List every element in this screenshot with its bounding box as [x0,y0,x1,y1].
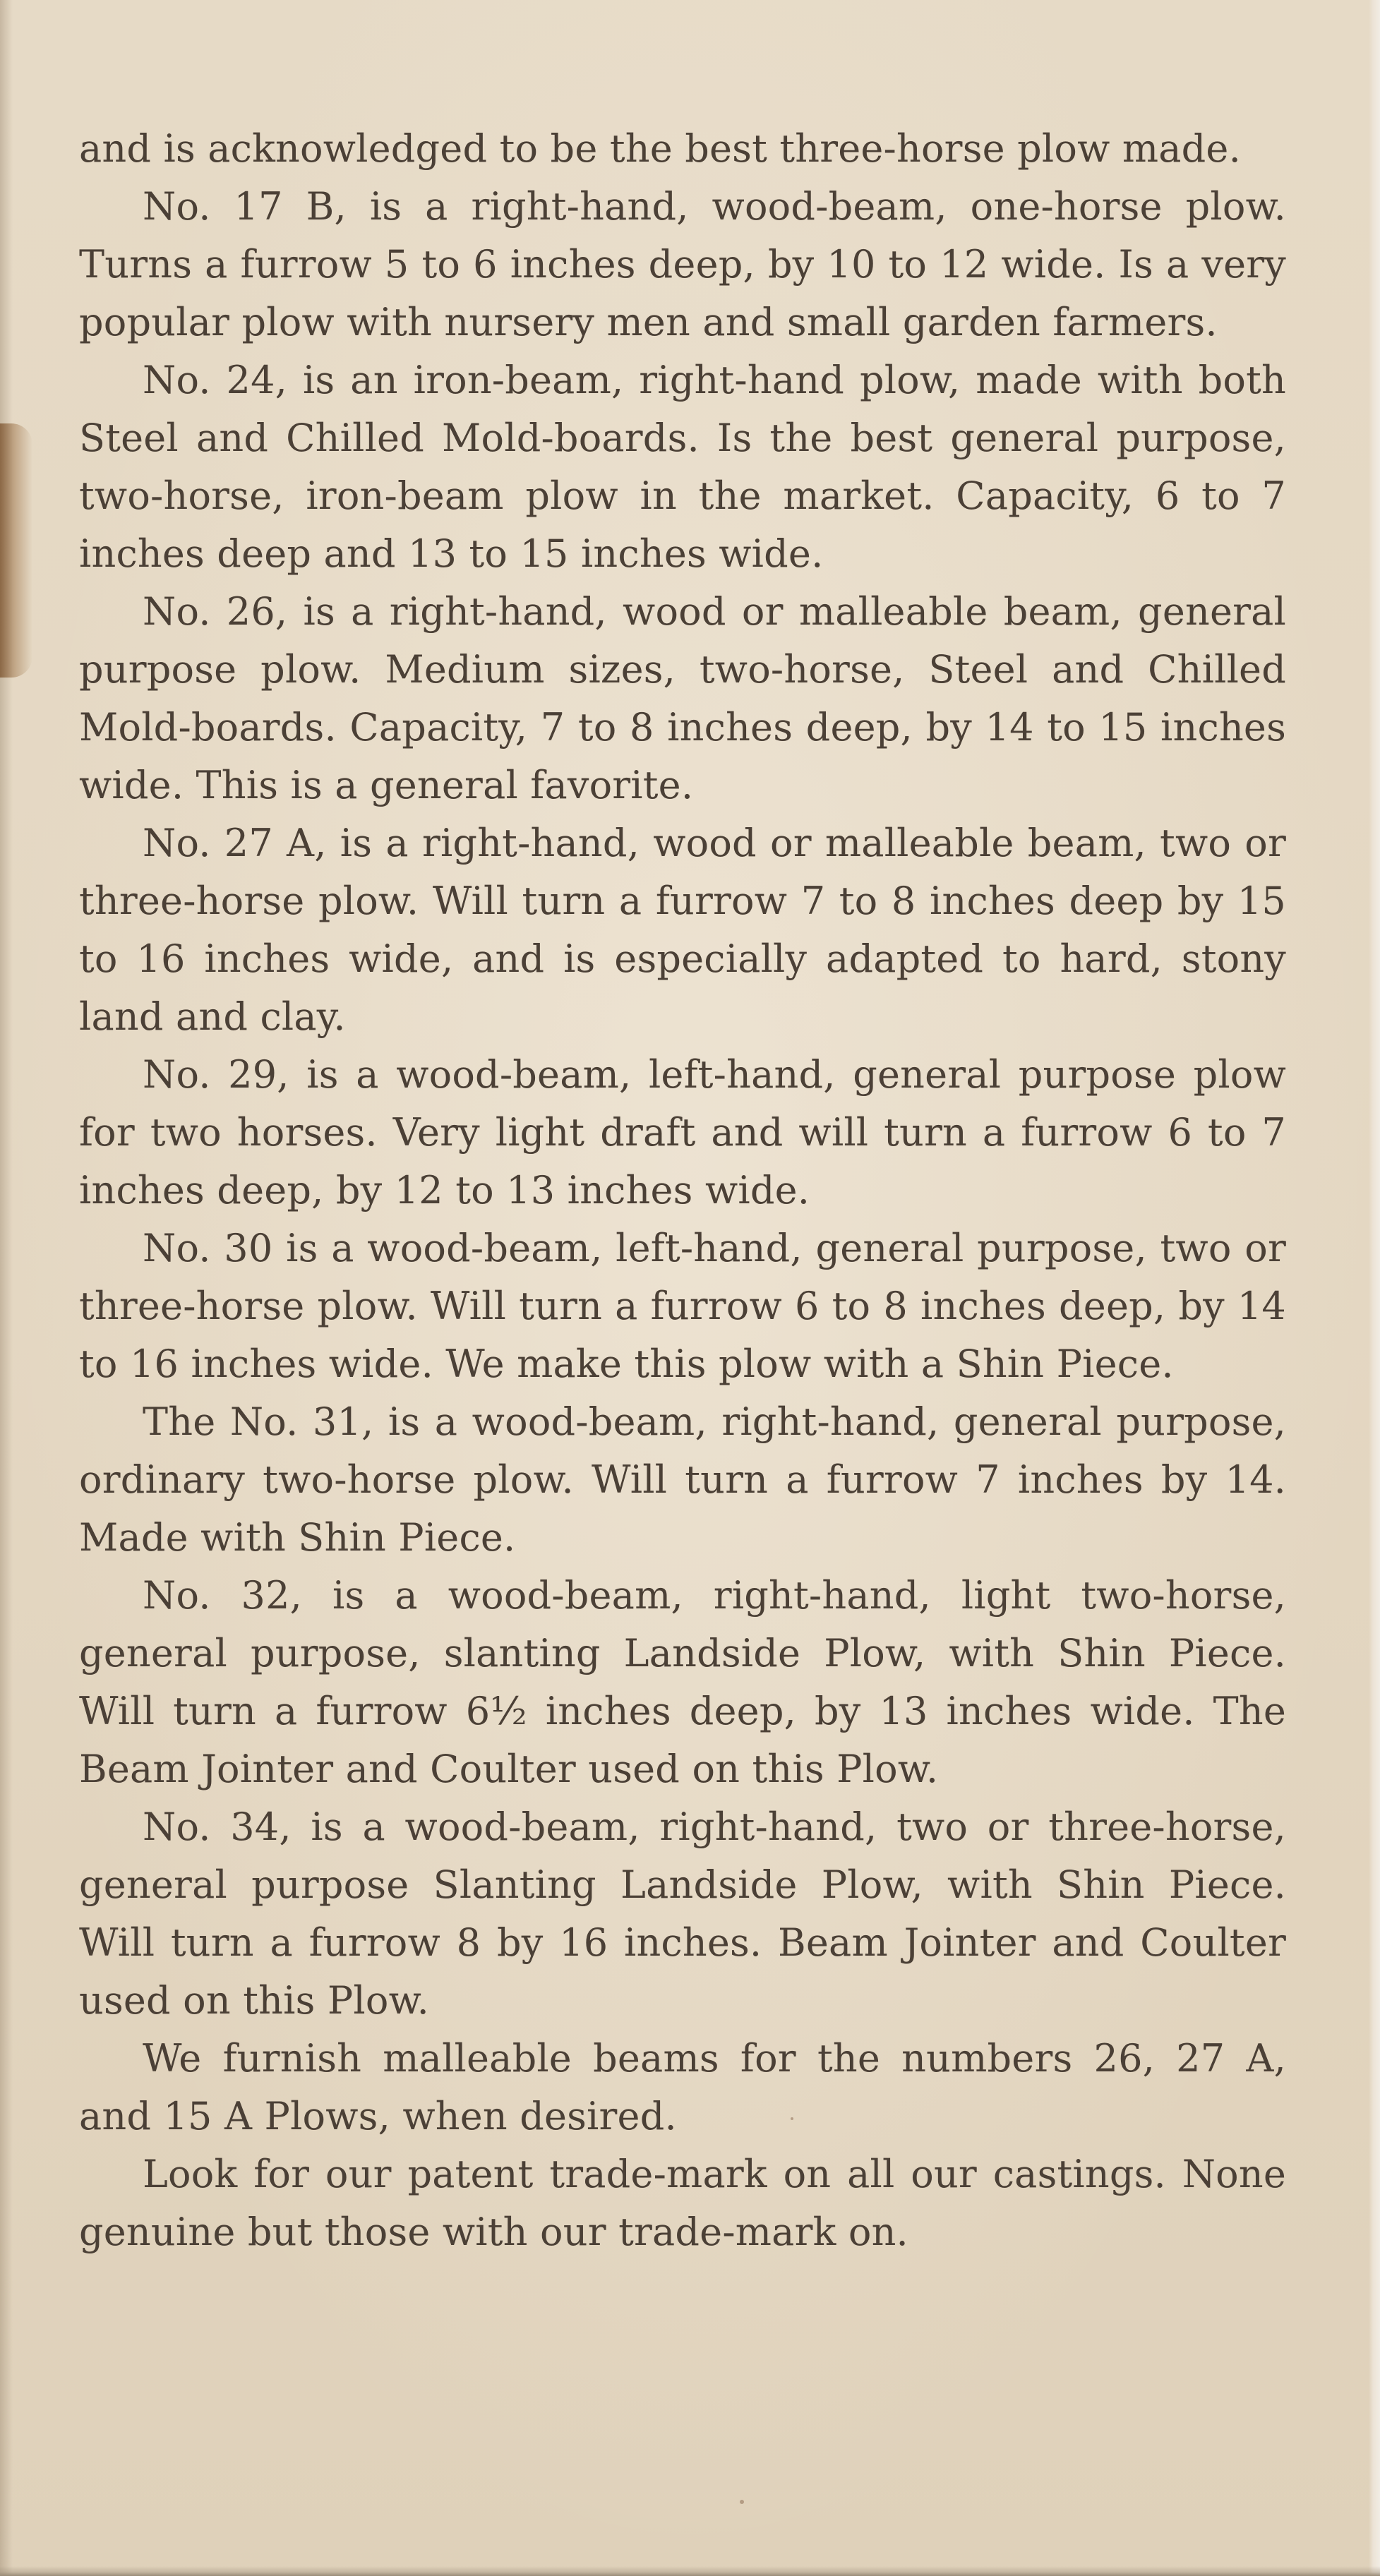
paper-speck [740,2500,744,2504]
body-text [79,120,1286,2261]
paragraph-no-32: No. 32, is a wood-beam, right-hand, light two-horse, general purpose, slanting Landside Plow, with Shin Piece. Will turn a furrow 6½ inches deep, by 13 inches wide. The Beam Jointer and Coulter used on this Plow. [79,1573,1286,1791]
paragraph-no-29: No. 29, is a wood-beam, left-hand, general purpose plow for two horses. Very light draft and will turn a furrow 6 to 7 inches deep, by 12 to 13 inches wide. [79,1052,1286,1212]
edge-stain [0,423,32,678]
paragraph-no-34: No. 34, is a wood-beam, right-hand, two or three-horse, general purpose Slanting Landside Plow, with Shin Piece. Will turn a furrow 8 by 16 inches. Beam Jointer and Coulter used on this Plow. [79,1805,1286,2023]
paragraph-no-26: No. 26, is a right-hand, wood or malleable beam, general purpose plow. Medium sizes, two-horse, Steel and Chilled Mold-boards. Capacity, 7 to 8 inches deep, by 14 to 15 inches wide. This is a general favorite. [79,589,1286,807]
paragraph-no-31: The No. 31, is a wood-beam, right-hand, general purpose, ordinary two-horse plow. Will turn a furrow 7 inches by 14. Made with Shin Piece. [79,1400,1286,1560]
paragraph-trade-mark: Look for our patent trade-mark on all our castings. None genuine but those with our trade-mark on. [79,2152,1286,2254]
page-left-shadow [0,0,13,2576]
page-right-edge [1369,0,1380,2576]
paragraph-no-27a: No. 27 A, is a right-hand, wood or malleable beam, two or three-horse plow. Will turn a furrow 7 to 8 inches deep by 15 to 16 inches wide, and is especially adapted to hard, stony land and clay. [79,821,1286,1039]
paragraph-no-17b: No. 17 B, is a right-hand, wood-beam, one-horse plow. Turns a furrow 5 to 6 inches deep, by 10 to 12 wide. Is a very popular plow with nursery men and small garden farmers. [79,184,1286,344]
page-bottom-edge [0,2566,1380,2576]
paragraph-no-24: No. 24, is an iron-beam, right-hand plow, made with both Steel and Chilled Mold-boards. Is the best general purpose, two-horse, iron-beam plow in the market. Capacity, 6 to 7 inches deep and 13 to 15 inches wide. [79,358,1286,576]
paper-speck [791,2117,793,2120]
paragraph-malleable-beams: We furnish malleable beams for the numbers 26, 27 A, and 15 A Plows, when desired. [79,2036,1286,2138]
paragraph-continuation: and is acknowledged to be the best three-horse plow made. [79,126,1241,171]
paragraph-no-30: No. 30 is a wood-beam, left-hand, general purpose, two or three-horse plow. Will turn a furrow 6 to 8 inches deep, by 14 to 16 inches wide. We make this plow with a Shin Piece. [79,1226,1286,1386]
